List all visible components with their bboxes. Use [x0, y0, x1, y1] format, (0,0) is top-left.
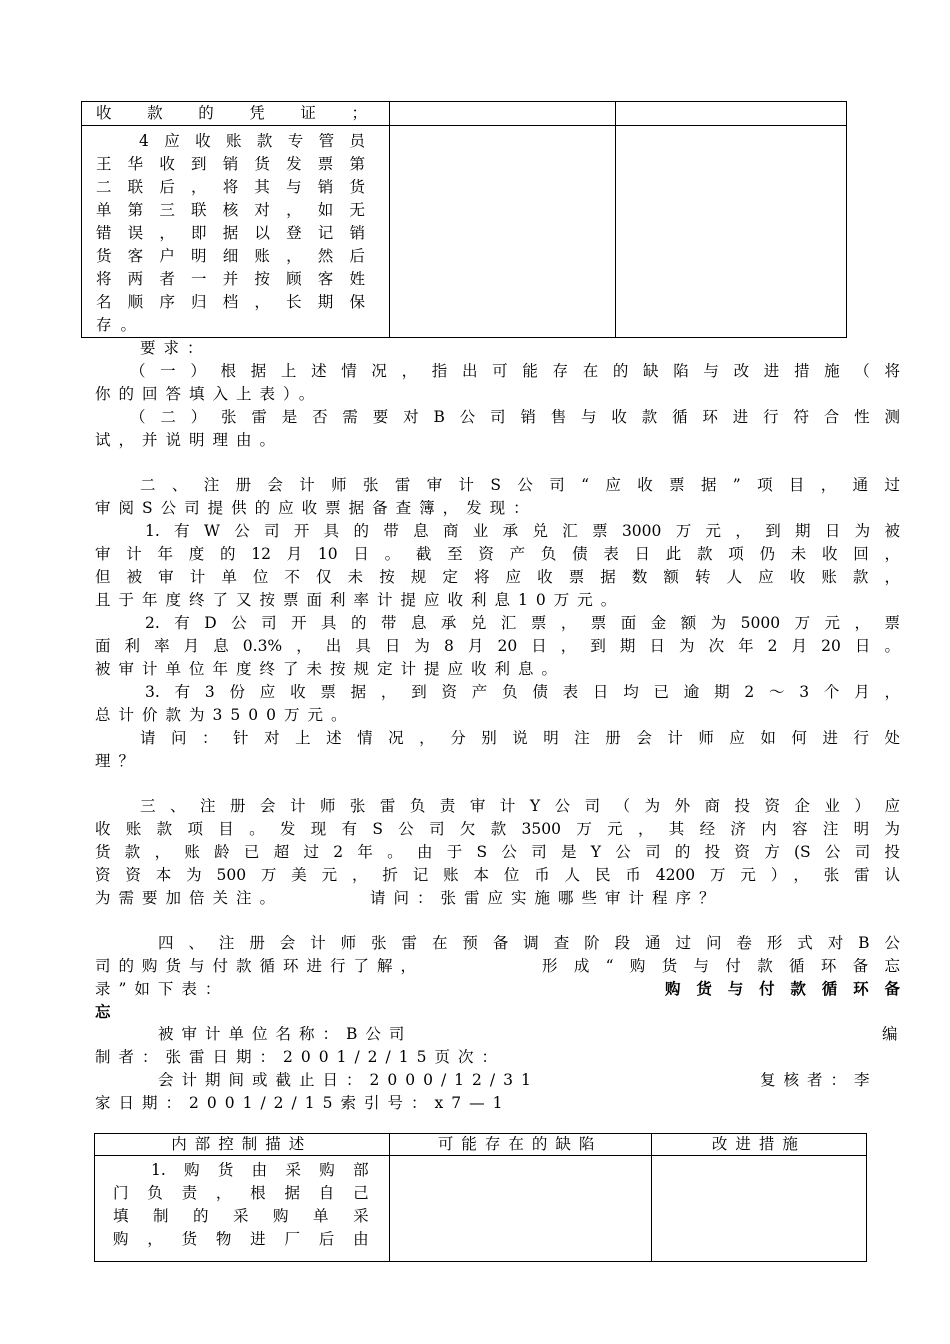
reviewer-label: 复核者：李 — [760, 1071, 878, 1089]
table1-line: 错误，即据以登记销 — [96, 224, 365, 242]
q3-line4: 资资本为500万美元，折记账本位币人民币4200万元），张雷认 — [95, 866, 900, 884]
q1-item2-line2: 试，并说明理由。 — [95, 431, 284, 449]
accounting-period: 会计期间或截止日：2000/12/31 — [158, 1071, 539, 1089]
table1-row1-text: 收款的凭证； — [96, 104, 367, 122]
q2-line10: 3.有3份应收票据，到资产负债表日均已逾期2～3个月， — [145, 683, 900, 701]
memo-title: 购货与付款循环备 — [665, 979, 900, 998]
q2-line4: 审计年度的12月10日。截至资产负债表日此款项仍未收回， — [95, 545, 900, 563]
q2-line13: 理？ — [95, 752, 143, 770]
table1-line: 存。 — [96, 316, 146, 334]
memo-table-purchase — [94, 1133, 867, 1262]
memo-table-sales — [81, 101, 847, 338]
audited-unit: 被审计单位名称：B公司 — [158, 1025, 413, 1043]
table2-line: 1.购货由采购部 — [151, 1161, 369, 1179]
q4-line3: 录”如下表： — [95, 980, 229, 998]
q1-item1-line2: 你的回答填入上表）。 — [95, 385, 323, 403]
preparer-date-line: 制者：张雷日期：2001/2/15页次： — [95, 1048, 505, 1066]
q2-line3: 1.有W公司开具的带息商业承兑汇票3000万元，到期日为被 — [145, 522, 900, 540]
q2-line7: 2.有D公司开具的带息承兑汇票，票面金额为5000万元，票 — [145, 614, 900, 632]
table1-line: 名顺序归档，长期保 — [96, 293, 365, 311]
q4-line2: 司的购货与付款循环进行了解， — [95, 957, 425, 975]
q1-item2-line1: （二）张雷是否需要对B公司销售与收款循环进行符合性测 — [130, 408, 900, 426]
q2-line6: 且于年度终了又按票面利率计提应收利息10万元。 — [95, 591, 625, 609]
table1-line: 二联后，将其与销货 — [96, 178, 365, 196]
table1-line: 4应收账款专管员 — [139, 132, 365, 150]
table1-cell-improve — [616, 102, 847, 126]
q1-heading: 要求： — [140, 339, 211, 357]
table2-line: 门负责，根据自己 — [113, 1184, 369, 1202]
table1-line: 将两者一并按顾客姓 — [96, 270, 365, 288]
table2-cell-desc — [95, 1156, 390, 1262]
q3-line5-question: 请问：张雷应实施哪些审计程序？ — [370, 889, 723, 907]
table1-cell-desc-cont — [82, 102, 390, 126]
q3-line2: 收账款项目。发现有S公司欠款3500万元，其经济内容注明为 — [95, 820, 900, 838]
table2-cell-improve — [651, 1156, 866, 1262]
review-date-index: 家日期：2001/2/15索引号：x7—1 — [95, 1094, 511, 1112]
table1-cell-improve-2 — [616, 126, 847, 338]
prepared-by-label: 编 — [882, 1025, 898, 1043]
q2-line2: 审阅S公司提供的应收票据备查簿，发现： — [95, 499, 537, 517]
table1-cell-defect-2 — [390, 126, 616, 338]
q3-line1: 三、注册会计师张雷负责审计Y公司（为外商投资企业）应 — [140, 797, 900, 815]
q2-line5: 但被审计单位不仅未按规定将应收票据数额转人应收账款， — [95, 568, 900, 586]
q2-line12: 请问：针对上述情况，分别说明注册会计师应如何进行处 — [140, 729, 900, 747]
table2-cell-defect — [389, 1156, 651, 1262]
q4-line2b: 形成“购货与付款循环备忘 — [542, 957, 900, 975]
q3-line3: 货款，账龄已超过2年。由于S公司是Y公司的投资方(S公司投 — [95, 843, 900, 861]
table1-line: 货客户明细账，然后 — [96, 247, 365, 265]
q2-line11: 总计价款为3500万元。 — [95, 706, 355, 724]
header-improvements: 改进措施 — [651, 1134, 866, 1156]
memo-title-cont: 忘 — [95, 1002, 111, 1021]
q2-line1: 二、注册会计师张雷审计S公司“应收票据”项目，通过 — [140, 476, 900, 494]
table1-cell-defect — [390, 102, 616, 126]
q2-line8: 面利率月息0.3%，出具日为8月20日，到期日为次年2月20日。 — [95, 637, 900, 655]
table2-line: 填制的采购单采 — [113, 1207, 369, 1225]
q3-line5: 为需要加倍关注。 — [95, 889, 284, 907]
table1-line: 单第三联核对，如无 — [96, 201, 365, 219]
table1-line: 王华收到销货发票第 — [96, 155, 365, 173]
table2-line: 购，货物进厂后由 — [113, 1230, 369, 1248]
q2-line9: 被审计单位年度终了未按规定计提应收利息。 — [95, 660, 566, 678]
q1-item1-line1: （一）根据上述情况，指出可能存在的缺陷与改进措施（将 — [130, 362, 900, 380]
q4-line1: 四、注册会计师张雷在预备调查阶段通过问卷形式对B公 — [158, 934, 900, 952]
table1-cell-desc — [82, 126, 390, 338]
header-control-desc: 内部控制描述 — [95, 1134, 390, 1156]
header-possible-defects: 可能存在的缺陷 — [389, 1134, 651, 1156]
